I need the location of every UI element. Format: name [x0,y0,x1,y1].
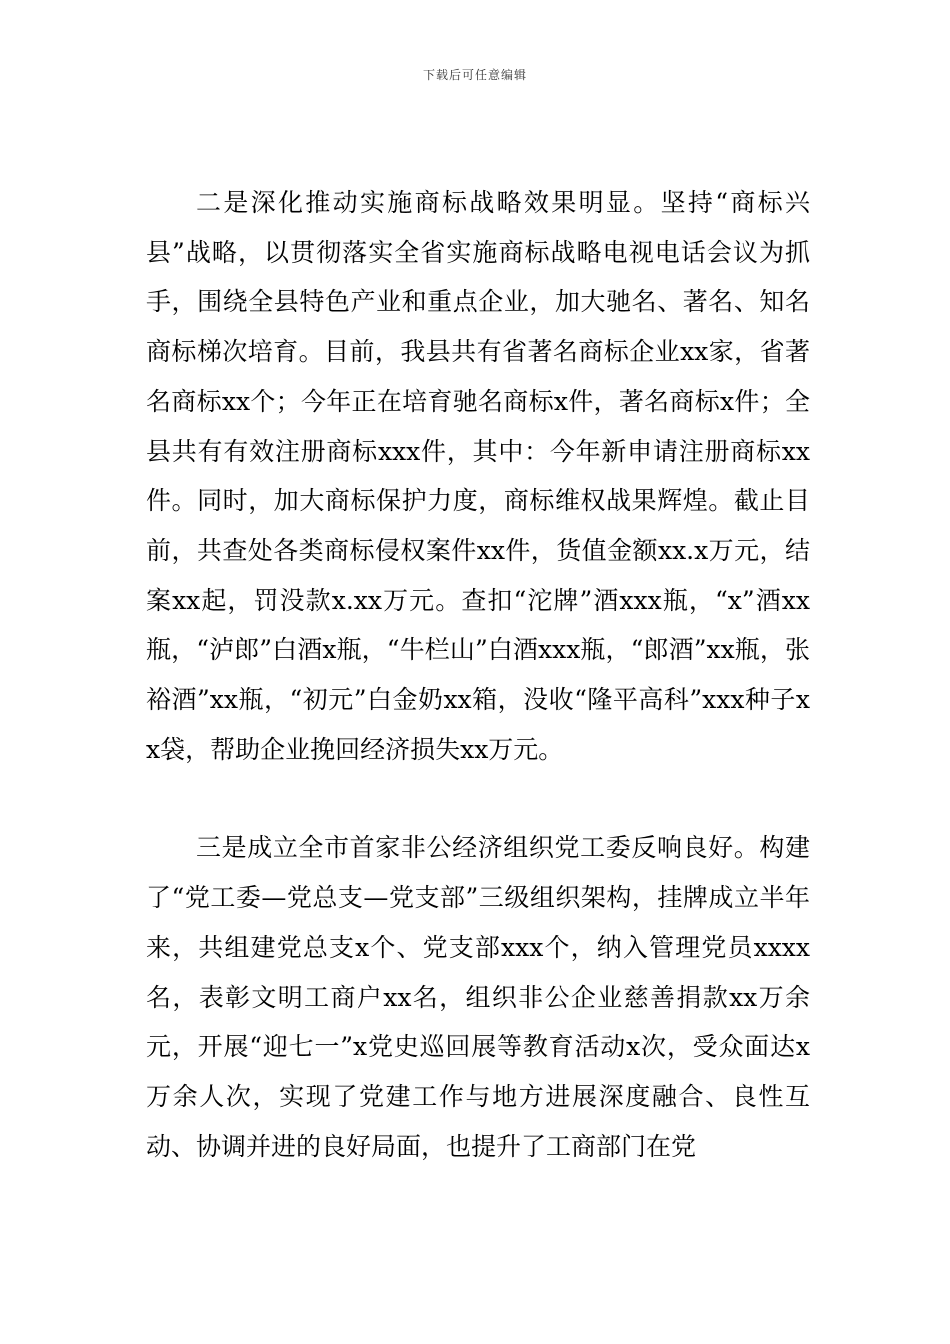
paragraph-party-committee: 三是成立全市首家非公经济组织党工委反响良好。构建了“党工委—党总支—党支部”三级组织架构，挂牌成立半年来，共组建党总支x个、党支部xxx个，纳入管理党员xxxx名，表彰文明工商户xx名，组织非公企业慈善捐款xx万余元，开展“迎七一”x党史巡回展等教育活动x次，受众面达x万余人次，实现了党建工作与地方进展深度融合、良性互动、协调并进的良好局面，也提升了工商部门在党 [146,833,810,1161]
paragraph-trademark-strategy: 二是深化推动实施商标战略效果明显。坚持“商标兴县”战略，以贯彻落实全省实施商标战略电视电话会议为抓手，围绕全县特色产业和重点企业，加大驰名、著名、知名商标梯次培育。目前，我县共有省著名商标企业xx家，省著名商标xx个；今年正在培育驰名商标x件，著名商标x件；全县共有有效注册商标xxx件，其中：今年新申请注册商标xx件。同时，加大商标保护力度，商标维权战果辉煌。截止目前，共查处各类商标侵权案件xx件，货值金额xx.x万元，结案xx起，罚没款x.xx万元。查扣“沱牌”酒xxx瓶，“x”酒xx瓶，“泸郎”白酒x瓶，“牛栏山”白酒xxx瓶，“郎酒”xx瓶，张裕酒”xx瓶，“初元”白金奶xx箱，没收“隆平高科”xxx种子xx袋，帮助企业挽回经济损失xx万元。 [146,188,810,764]
header-note: 下载后可任意编辑 [422,68,527,82]
document-body [146,178,810,1171]
